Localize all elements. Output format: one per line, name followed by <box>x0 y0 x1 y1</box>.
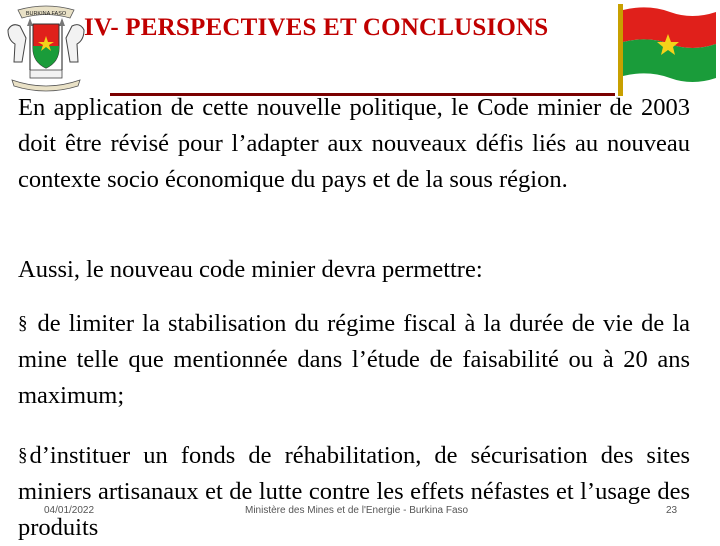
page-number: 23 <box>666 505 678 516</box>
bullet-item <box>18 438 690 546</box>
footer-ministry: Ministère des Mines et de l'Energie - Burkina Faso <box>245 505 469 516</box>
slide-title: IV- PERSPECTIVES ET CONCLUSIONS <box>84 14 549 41</box>
emblem-label: BURKINA FASO <box>25 11 67 17</box>
bullet-marker: § <box>18 313 28 334</box>
footer-date: 04/01/2022 <box>44 505 95 516</box>
lead-in-paragraph: Aussi, le nouveau code minier devra permettre: <box>18 256 483 283</box>
intro-paragraph: En application de cette nouvelle politique, le Code minier de 2003 doit être révisé pour l’adapter aux nouveaux défis liés au nouveau contexte socio économique du pays et de la sous région. <box>18 94 690 193</box>
bullet-text: de limiter la stabilisation du régime fiscal à la durée de vie de la mine telle que mentionnée dans l’étude de faisabilité ou à 20 ans maximum; <box>18 310 690 409</box>
bullet-text: d’instituer un fonds de réhabilitation, de sécurisation des sites miniers artisanaux et de lutte contre les effets néfastes et l’usage des produits <box>18 442 690 541</box>
coat-of-arms-icon <box>0 0 92 92</box>
bullet-marker: § <box>18 445 28 466</box>
bullet-item <box>18 306 690 414</box>
burkina-faso-flag-icon <box>618 4 718 96</box>
